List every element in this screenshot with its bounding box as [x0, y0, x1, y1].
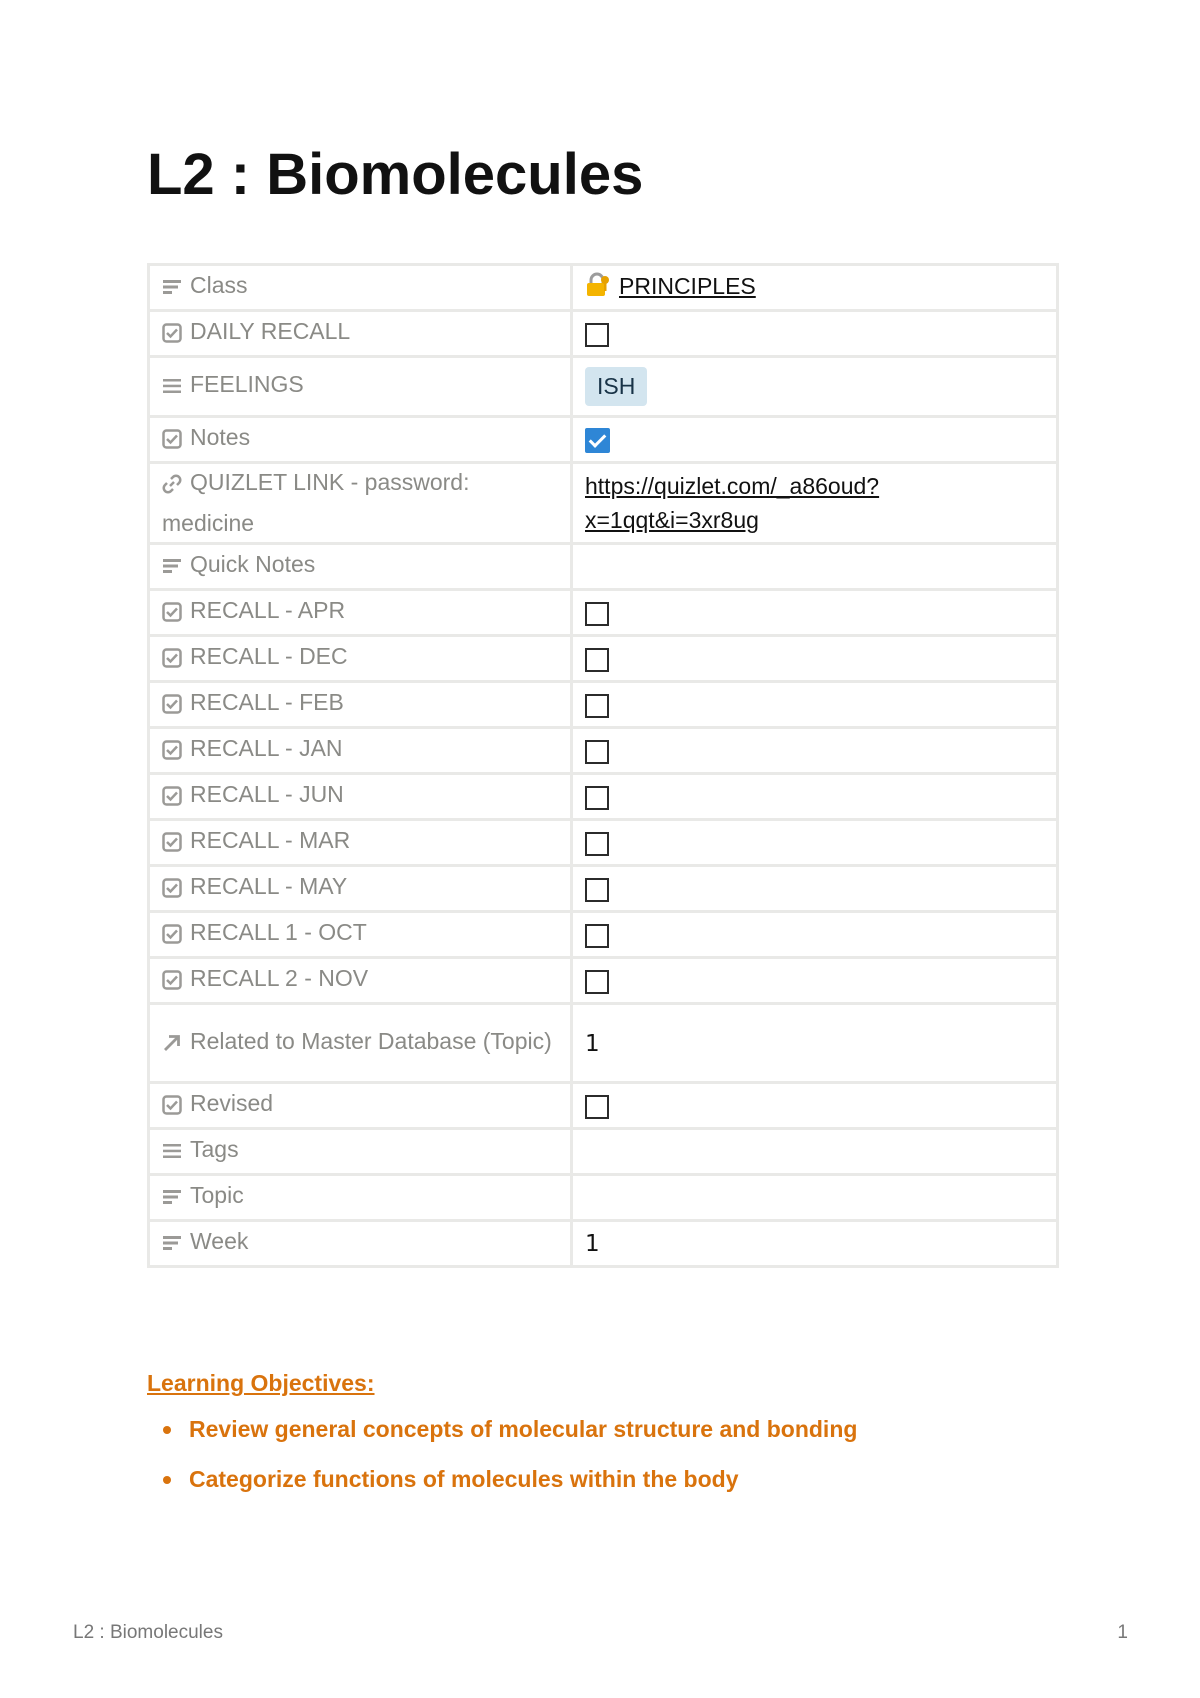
- property-key: [149, 774, 572, 820]
- property-value: [572, 820, 1058, 866]
- property-key: [149, 1083, 572, 1129]
- checkbox-icon: [162, 918, 182, 955]
- property-value-text: 1: [585, 1030, 600, 1057]
- url-line: x=1qqt&i=3xr8ug: [585, 507, 759, 533]
- checkbox-icon: [162, 826, 182, 863]
- checkbox-icon: [162, 596, 182, 633]
- property-value: [572, 1004, 1058, 1083]
- table-row: [149, 1221, 1058, 1267]
- multi-select-icon: [162, 1135, 182, 1172]
- checkbox-checked[interactable]: [585, 428, 610, 453]
- property-value: [572, 958, 1058, 1004]
- page-title: L2 : Biomolecules: [147, 142, 644, 207]
- table-row: [149, 265, 1058, 311]
- property-key: [149, 820, 572, 866]
- property-key: [149, 463, 572, 544]
- checkbox-icon: [162, 423, 182, 460]
- table-row: [149, 1083, 1058, 1129]
- property-label: Revised: [190, 1090, 274, 1116]
- property-label: Notes: [190, 424, 251, 450]
- property-value: [572, 1221, 1058, 1267]
- table-row: [149, 820, 1058, 866]
- table-row: [149, 1129, 1058, 1175]
- table-row: [149, 728, 1058, 774]
- property-label: FEELINGS: [190, 371, 304, 397]
- property-key: [149, 417, 572, 463]
- multi-select-icon: [162, 370, 182, 407]
- property-key: [149, 311, 572, 357]
- checkbox-icon: [162, 964, 182, 1001]
- property-key: [149, 1221, 572, 1267]
- table-row: [149, 590, 1058, 636]
- checkbox-unchecked[interactable]: [585, 323, 609, 347]
- text-lines-icon: [162, 550, 182, 587]
- quizlet-link[interactable]: [585, 473, 879, 533]
- property-value: [572, 590, 1058, 636]
- property-key: [149, 590, 572, 636]
- checkbox-unchecked[interactable]: [585, 786, 609, 810]
- table-row: [149, 357, 1058, 417]
- checkbox-unchecked[interactable]: [585, 970, 609, 994]
- table-row: [149, 1004, 1058, 1083]
- table-row: [149, 774, 1058, 820]
- checkbox-icon: [162, 642, 182, 679]
- tag-badge[interactable]: ISH: [585, 367, 647, 406]
- list-item: Categorize functions of molecules within the body: [147, 1466, 857, 1493]
- property-key: [149, 357, 572, 417]
- property-key: [149, 682, 572, 728]
- property-key: [149, 1175, 572, 1221]
- property-label: RECALL 1 - OCT: [190, 919, 367, 945]
- checkbox-icon: [162, 1089, 182, 1126]
- lock-key-icon: [585, 272, 611, 304]
- learning-objectives-list: [147, 1416, 857, 1516]
- property-label: RECALL - APR: [190, 597, 346, 623]
- table-row: [149, 958, 1058, 1004]
- property-value: [572, 636, 1058, 682]
- property-value: [572, 311, 1058, 357]
- property-value: [572, 866, 1058, 912]
- checkbox-icon: [162, 872, 182, 909]
- property-label: QUIZLET LINK - password: medicine: [162, 469, 470, 536]
- checkbox-unchecked[interactable]: [585, 648, 609, 672]
- property-key: [149, 1129, 572, 1175]
- property-label: Topic: [190, 1182, 244, 1208]
- table-row: [149, 417, 1058, 463]
- property-value: [572, 912, 1058, 958]
- url-line: https://quizlet.com/_a86oud?: [585, 473, 880, 499]
- property-key: [149, 958, 572, 1004]
- page-number: 1: [1117, 1622, 1128, 1643]
- property-label: RECALL - MAR: [190, 827, 351, 853]
- property-key: [149, 912, 572, 958]
- property-value: [572, 728, 1058, 774]
- property-label: RECALL - FEB: [190, 689, 344, 715]
- checkbox-icon: [162, 688, 182, 725]
- property-label: DAILY RECALL: [190, 318, 351, 344]
- class-link[interactable]: PRINCIPLES: [619, 272, 756, 299]
- learning-objectives-heading: Learning Objectives:: [147, 1370, 375, 1396]
- table-row: [149, 463, 1058, 544]
- table-row: [149, 682, 1058, 728]
- property-label: Tags: [190, 1136, 239, 1162]
- checkbox-unchecked[interactable]: [585, 924, 609, 948]
- table-row: [149, 544, 1058, 590]
- properties-table: [147, 263, 1059, 1268]
- property-label: RECALL - MAY: [190, 873, 348, 899]
- property-label: RECALL 2 - NOV: [190, 965, 369, 991]
- checkbox-unchecked[interactable]: [585, 694, 609, 718]
- checkbox-unchecked[interactable]: [585, 740, 609, 764]
- table-row: [149, 636, 1058, 682]
- property-value: [572, 1083, 1058, 1129]
- checkbox-unchecked[interactable]: [585, 602, 609, 626]
- property-key: [149, 265, 572, 311]
- property-label: Week: [190, 1228, 249, 1254]
- property-value: [572, 1175, 1058, 1221]
- checkbox-icon: [162, 734, 182, 771]
- property-key: [149, 1004, 572, 1083]
- checkbox-icon: [162, 780, 182, 817]
- property-value: [572, 265, 1058, 311]
- table-row: [149, 866, 1058, 912]
- property-key: [149, 728, 572, 774]
- property-value: [572, 463, 1058, 544]
- text-lines-icon: [162, 1181, 182, 1218]
- footer-title: L2 : Biomolecules: [73, 1622, 223, 1643]
- checkbox-icon: [162, 317, 182, 354]
- property-value-text: 1: [585, 1231, 600, 1257]
- property-value: [572, 1129, 1058, 1175]
- property-key: [149, 866, 572, 912]
- property-key: [149, 544, 572, 590]
- table-row: [149, 912, 1058, 958]
- property-value: [572, 357, 1058, 417]
- property-value: [572, 417, 1058, 463]
- table-row: [149, 311, 1058, 357]
- property-label: Quick Notes: [190, 551, 316, 577]
- property-label: Related to Master Database (Topic): [190, 1027, 552, 1054]
- property-value: [572, 774, 1058, 820]
- checkbox-unchecked[interactable]: [585, 1095, 609, 1119]
- arrow-up-right-icon: [162, 1027, 182, 1064]
- property-label: RECALL - JAN: [190, 735, 343, 761]
- table-row: [149, 1175, 1058, 1221]
- checkbox-unchecked[interactable]: [585, 832, 609, 856]
- link-icon: [162, 468, 182, 505]
- property-label: RECALL - JUN: [190, 781, 344, 807]
- list-item: Review general concepts of molecular structure and bonding: [147, 1416, 857, 1443]
- property-key: [149, 636, 572, 682]
- property-value: [572, 682, 1058, 728]
- text-lines-icon: [162, 271, 182, 308]
- property-value: [572, 544, 1058, 590]
- property-label: Class: [190, 272, 248, 298]
- text-lines-icon: [162, 1227, 182, 1264]
- property-label: RECALL - DEC: [190, 643, 348, 669]
- checkbox-unchecked[interactable]: [585, 878, 609, 902]
